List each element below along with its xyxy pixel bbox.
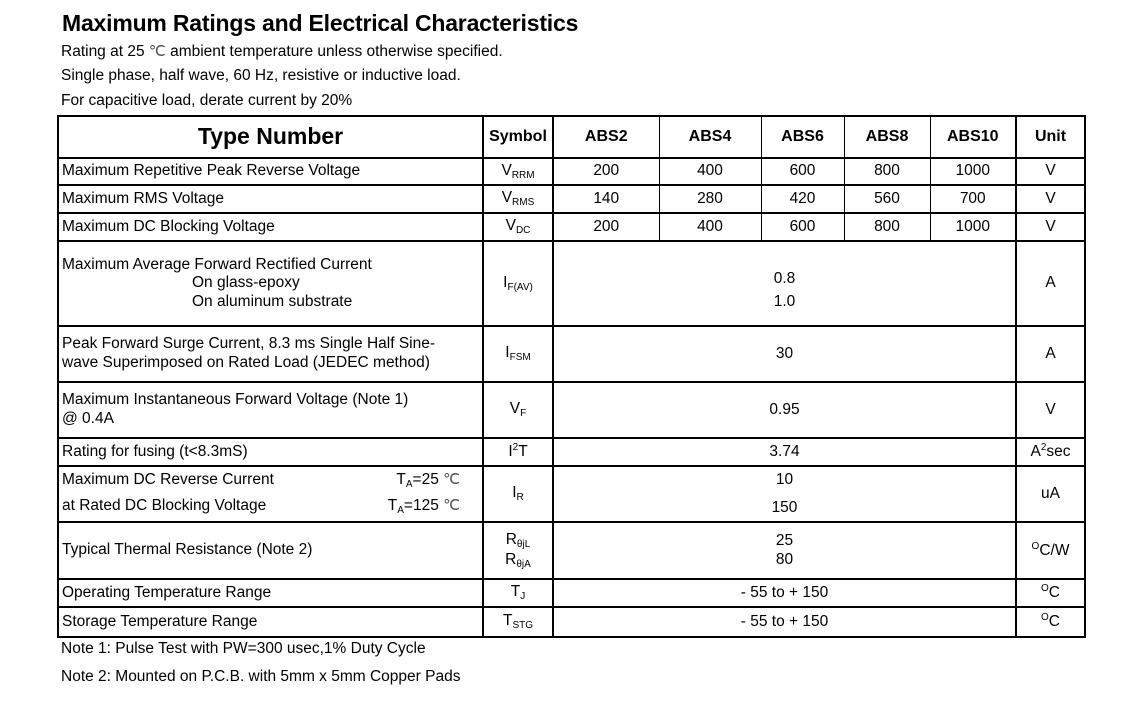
symbol-subscript: R: [516, 492, 524, 503]
table-row: [58, 466, 1085, 522]
symbol-subscript: STG: [512, 620, 534, 631]
value-abs10: 700: [930, 185, 1016, 213]
parameter-line-1: [62, 471, 482, 491]
header-symbol: Symbol: [483, 116, 553, 158]
parameter-name: [58, 382, 483, 438]
header-model-abs10: ABS10: [930, 116, 1016, 158]
unit-tail: sec: [1046, 443, 1071, 461]
symbol-cell: [483, 579, 553, 607]
table-row: [58, 241, 1085, 326]
symbol-cell: [483, 466, 553, 522]
unit-degree: O: [1041, 583, 1049, 595]
unit-main: A: [1030, 443, 1041, 461]
parameter-text: Maximum DC Reverse Current: [62, 471, 274, 488]
value-ta-125: 150: [771, 498, 798, 516]
symbol-main: V: [501, 189, 513, 206]
ratings-table: [57, 115, 1086, 638]
degree-celsius-symbol: ℃: [443, 471, 460, 488]
symbol-subscript: F(AV): [507, 281, 533, 293]
rating-suffix: ambient temperature unless otherwise specified.: [165, 43, 503, 60]
unit-tail: C: [1048, 613, 1060, 631]
symbol-main: V: [501, 161, 512, 179]
note-1: Note 1: Pulse Test with PW=300 usec,1% Duty Cycle: [61, 640, 426, 657]
parameter-line-2: wave Superimposed on Rated Load (JEDEC method): [62, 354, 430, 371]
symbol-cell: [483, 213, 553, 241]
symbol-cell: [483, 438, 553, 466]
unit-cell: V: [1016, 185, 1085, 213]
symbol-main: V: [505, 217, 516, 234]
symbol-cell: [483, 241, 553, 326]
table-row: [58, 579, 1085, 607]
merged-value-cell: - 55 to + 150: [553, 579, 1016, 607]
parameter-name: [58, 466, 483, 522]
symbol-cell: [483, 185, 553, 213]
value-abs10: 1000: [930, 158, 1016, 185]
value-ta-25: 10: [775, 470, 794, 488]
condition-ta-25: $T_A=25$ ℃: [396, 471, 460, 490]
merged-value-cell: 3.74: [553, 438, 1016, 466]
value-abs8: 800: [844, 213, 930, 241]
unit-degree: O: [1041, 612, 1049, 624]
degree-celsius-symbol: ℃: [148, 43, 166, 60]
symbol-main: I: [508, 443, 513, 461]
table-row: [58, 158, 1085, 185]
symbol-subscript: RRM: [511, 169, 535, 181]
parameter-line-2: @ 0.4A: [62, 410, 114, 427]
unit-tail: C/W: [1039, 541, 1070, 559]
merged-value-cell: [553, 466, 1016, 522]
header-type-number: Type Number: [58, 116, 483, 158]
parameter-title: Maximum Average Forward Rectified Current: [62, 255, 372, 273]
parameter-line-2: [62, 497, 482, 517]
symbol-subscript: RMS: [512, 197, 535, 208]
value-abs6: 600: [761, 158, 844, 185]
degree-celsius-symbol: ℃: [443, 497, 460, 514]
symbol-rthjl: $R_{\theta jL}$: [505, 530, 531, 550]
merged-value-cell: 30: [553, 326, 1016, 382]
symbol-main: V: [509, 400, 521, 417]
note-2: Note 2: Mounted on P.C.B. with 5mm x 5mm Copper Pads: [61, 668, 461, 685]
symbol-main: I: [503, 273, 508, 291]
unit-cell: A: [1016, 241, 1085, 326]
parameter-name: Storage Temperature Range: [58, 607, 483, 637]
parameter-name: Typical Thermal Resistance (Note 2): [58, 522, 483, 579]
load-conditions-line: Single phase, half wave, 60 Hz, resistive or inductive load.: [61, 67, 461, 84]
unit-degree: O: [1031, 540, 1040, 552]
value-abs4: 400: [659, 158, 761, 185]
parameter-line-1: Peak Forward Surge Current, 8.3 ms Single Half Sine-: [62, 335, 436, 353]
table-row: [58, 438, 1085, 466]
value-abs6: 600: [761, 213, 844, 241]
symbol-main: I: [505, 344, 510, 361]
symbol-cell: [483, 326, 553, 382]
symbol-cell: [483, 522, 553, 579]
table-row: [58, 522, 1085, 579]
symbol-subscript: J: [520, 591, 526, 602]
unit-cell: [1016, 522, 1085, 579]
value-abs2: 140: [553, 185, 659, 213]
condition-ta-125: $T_A=125$ ℃: [387, 497, 460, 516]
symbol-cell: [483, 382, 553, 438]
table-row: [58, 185, 1085, 213]
header-model-abs8: ABS8: [844, 116, 930, 158]
symbol-cell: [483, 607, 553, 637]
symbol-main: I: [512, 484, 517, 501]
symbol-cell: [483, 158, 553, 185]
unit-superscript: 2: [1040, 442, 1047, 454]
table-row: [58, 326, 1085, 382]
value-abs8: 800: [844, 158, 930, 185]
value-abs2: 200: [553, 158, 659, 185]
parameter-line-1: Maximum Instantaneous Forward Voltage (Note 1): [62, 391, 409, 409]
unit-cell: [1016, 579, 1085, 607]
sub-parameter-aluminum: On aluminum substrate: [192, 292, 353, 310]
value-rthjl: 25: [775, 531, 794, 549]
header-model-abs2: ABS2: [553, 116, 659, 158]
symbol-rthja: $R_{\theta jA}$: [505, 550, 531, 570]
sub-parameter-glass-epoxy: On glass-epoxy: [192, 274, 300, 292]
symbol-superscript: 2: [512, 442, 519, 454]
merged-value-cell: [553, 522, 1016, 579]
merged-value-cell: 0.95: [553, 382, 1016, 438]
table-row: [58, 382, 1085, 438]
capacitive-derate-line: For capacitive load, derate current by 20%: [61, 92, 353, 109]
header-model-abs4: ABS4: [659, 116, 761, 158]
unit-cell: [1016, 438, 1085, 466]
value-abs10: 1000: [930, 213, 1016, 241]
value-aluminum: 1.0: [773, 292, 796, 310]
unit-cell: uA: [1016, 466, 1085, 522]
unit-cell: [1016, 607, 1085, 637]
rating-conditions-line: [61, 42, 503, 61]
unit-tail: C: [1048, 584, 1060, 602]
value-abs4: 400: [659, 213, 761, 241]
unit-cell: A: [1016, 326, 1085, 382]
parameter-text: at Rated DC Blocking Voltage: [62, 497, 267, 514]
parameter-name: Operating Temperature Range: [58, 579, 483, 607]
header-model-abs6: ABS6: [761, 116, 844, 158]
symbol-main: T: [510, 583, 521, 600]
parameter-name: Maximum RMS Voltage: [58, 185, 483, 213]
merged-value-cell: [553, 241, 1016, 326]
value-abs2: 200: [553, 213, 659, 241]
parameter-name: Maximum DC Blocking Voltage: [58, 213, 483, 241]
symbol-main: T: [502, 612, 513, 629]
parameter-name: Rating for fusing (t<8.3mS): [58, 438, 483, 466]
document-title: Maximum Ratings and Electrical Characteristics: [62, 10, 579, 36]
value-abs8: 560: [844, 185, 930, 213]
symbol-subscript: F: [520, 408, 527, 419]
header-unit: Unit: [1016, 116, 1085, 158]
rating-prefix: Rating at 25: [61, 43, 149, 60]
table-header-row: [58, 116, 1085, 158]
merged-value-cell: - 55 to + 150: [553, 607, 1016, 637]
unit-cell: V: [1016, 382, 1085, 438]
parameter-name: Maximum Repetitive Peak Reverse Voltage: [58, 158, 483, 185]
value-abs6: 420: [761, 185, 844, 213]
parameter-name: [58, 326, 483, 382]
symbol-tail: T: [518, 443, 528, 461]
table-row: [58, 213, 1085, 241]
unit-cell: V: [1016, 213, 1085, 241]
value-abs4: 280: [659, 185, 761, 213]
symbol-subscript: DC: [515, 225, 531, 236]
value-rthja: 80: [775, 550, 794, 568]
table-row: [58, 607, 1085, 637]
value-glass-epoxy: 0.8: [773, 269, 796, 287]
symbol-subscript: FSM: [509, 352, 531, 363]
unit-cell: V: [1016, 158, 1085, 185]
parameter-name: [58, 241, 483, 326]
